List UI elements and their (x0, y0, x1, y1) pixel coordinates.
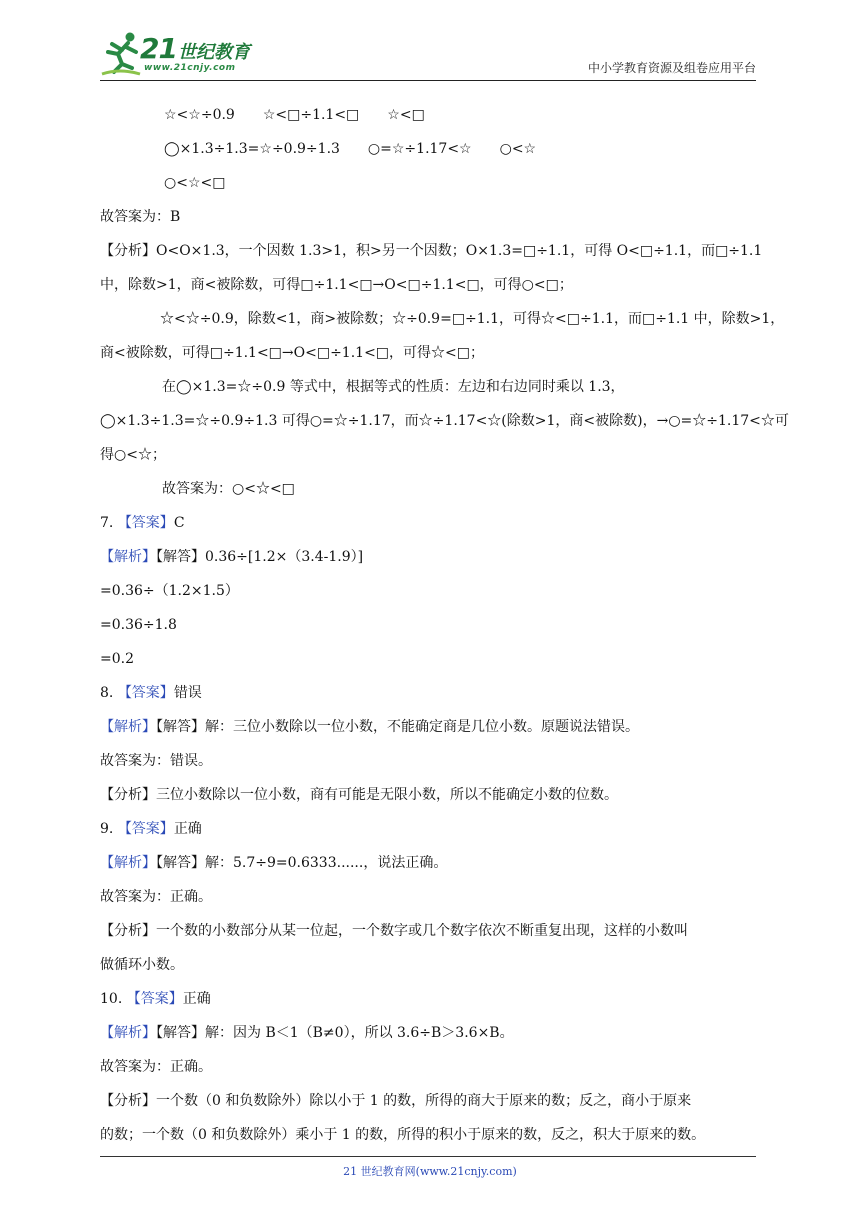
text-line (100, 914, 762, 948)
text-line (100, 404, 789, 438)
line-text: 正确 (182, 991, 211, 1007)
platform-title: 中小学教育资源及组卷应用平台 (587, 61, 756, 75)
section-tag: 【答案】 (117, 821, 174, 837)
logo-url: www.21cnjy.com (144, 63, 236, 73)
text-line (100, 574, 762, 608)
text-line (100, 710, 762, 744)
line-text: ◯×1.3÷1.3=☆÷0.9÷1.3 ○=☆÷1.17<☆ ○<☆ (164, 141, 537, 157)
footer-divider (100, 1156, 756, 1157)
logo-text: 世纪教育 (178, 42, 250, 63)
text-line (100, 506, 762, 540)
section-tag: 【解析】 (100, 549, 156, 565)
line-text: 的数；一个数（0 和负数除外）乘小于 1 的数，所得的积小于原来的数，反之，积大于原来的数。 (100, 1127, 706, 1143)
text-line (100, 132, 762, 166)
text-line (100, 608, 762, 642)
page-header (100, 28, 756, 81)
line-text: 【分析】O<O×1.3，一个因数 1.3>1，积>另一个因数；O×1.3=□÷1.1，可得 O<□÷1.1，而□÷1.1 (100, 243, 763, 259)
section-tag: 【解析】 (100, 855, 156, 871)
line-text: 【分析】一个数的小数部分从某一位起，一个数字或几个数字依次不断重复出现，这样的小数叫 (100, 923, 688, 939)
section-tag: 【答案】 (126, 991, 183, 1007)
logo-number: 21 (140, 32, 177, 65)
line-text: 正确 (173, 821, 202, 837)
line-text: 在◯×1.3=☆÷0.9 等式中，根据等式的性质：左边和右边同时乘以 1.3， (162, 379, 625, 395)
text-line (100, 268, 762, 302)
line-text: 【解答】解：三位小数除以一位小数，不能确定商是几位小数。原题说法错误。 (156, 719, 639, 735)
text-line (100, 812, 762, 846)
line-text: 故答案为：B (100, 209, 181, 225)
text-line (100, 472, 762, 506)
line-text: ☆<☆÷0.9 ☆<□÷1.1<□ ☆<□ (164, 107, 425, 123)
text-line (100, 370, 762, 404)
line-text: 10. (100, 991, 127, 1007)
text-line (100, 948, 762, 982)
line-text: 故答案为：○<☆<□ (162, 481, 295, 497)
line-text: ☆<☆÷0.9，除数<1，商>被除数；☆÷0.9=□÷1.1，可得☆<□÷1.1，而□÷1.1 中，除数>1， (160, 311, 785, 327)
line-text: 9. (100, 821, 118, 837)
text-line (100, 540, 762, 574)
line-text: =0.36÷（1.2×1.5） (100, 583, 239, 599)
line-text: 7. (100, 515, 118, 531)
line-text: 【分析】三位小数除以一位小数，商有可能是无限小数，所以不能确定小数的位数。 (100, 787, 618, 803)
text-line (100, 846, 762, 880)
line-text: 8. (100, 685, 118, 701)
text-line (100, 98, 762, 132)
line-text: =0.36÷1.8 (100, 617, 177, 633)
line-text: C (173, 515, 185, 531)
text-line (100, 778, 762, 812)
line-text: 做循环小数。 (100, 957, 184, 973)
text-line (100, 880, 762, 914)
text-line (100, 166, 762, 200)
line-text: 故答案为：正确。 (100, 889, 212, 905)
text-line (100, 676, 762, 710)
footer-text[interactable]: 21 世纪教育网(www.21cnjy.com) (343, 1165, 517, 1178)
section-tag: 【解析】 (100, 1025, 156, 1041)
text-line (100, 234, 762, 268)
text-line (100, 200, 762, 234)
line-text: 商<被除数，可得□÷1.1<□→O<□÷1.1<□，可得☆<□； (100, 345, 484, 361)
line-text: 错误 (173, 685, 202, 701)
section-tag: 【答案】 (117, 515, 174, 531)
section-tag: 【解析】 (100, 719, 156, 735)
line-text: 【解答】0.36÷[1.2×（3.4-1.9）] (156, 549, 364, 565)
line-text: ○<☆<□ (164, 175, 226, 191)
section-tag: 【答案】 (117, 685, 174, 701)
site-logo[interactable] (100, 30, 270, 76)
text-line (100, 1084, 762, 1118)
line-text: 故答案为：正确。 (100, 1059, 212, 1075)
line-text: 得○<☆； (100, 447, 166, 463)
text-line (100, 336, 762, 370)
line-text: =0.2 (100, 651, 134, 667)
text-line (100, 1016, 762, 1050)
text-line (100, 302, 785, 336)
runner-icon (100, 30, 144, 76)
line-text: ◯×1.3÷1.3=☆÷0.9÷1.3 可得○=☆÷1.17，而☆÷1.17<☆(除数>1，商<被除数)，→○=☆÷1.17<☆可 (100, 413, 789, 429)
text-line (100, 982, 762, 1016)
text-line (100, 1118, 762, 1152)
line-text: 【分析】一个数（0 和负数除外）除以小于 1 的数，所得的商大于原来的数；反之，商小于原来 (100, 1093, 692, 1109)
text-line (100, 1050, 762, 1084)
text-line (100, 438, 762, 472)
line-text: 【解答】解：因为 B＜1（B≠0），所以 3.6÷B＞3.6×B。 (156, 1025, 514, 1041)
document-body (100, 98, 789, 1152)
text-line (100, 744, 762, 778)
line-text: 故答案为：错误。 (100, 753, 212, 769)
line-text: 中，除数>1，商<被除数，可得□÷1.1<□→O<□÷1.1<□，可得○<□； (100, 277, 573, 293)
text-line (100, 642, 762, 676)
line-text: 【解答】解：5.7÷9=0.6333......，说法正确。 (156, 855, 448, 871)
